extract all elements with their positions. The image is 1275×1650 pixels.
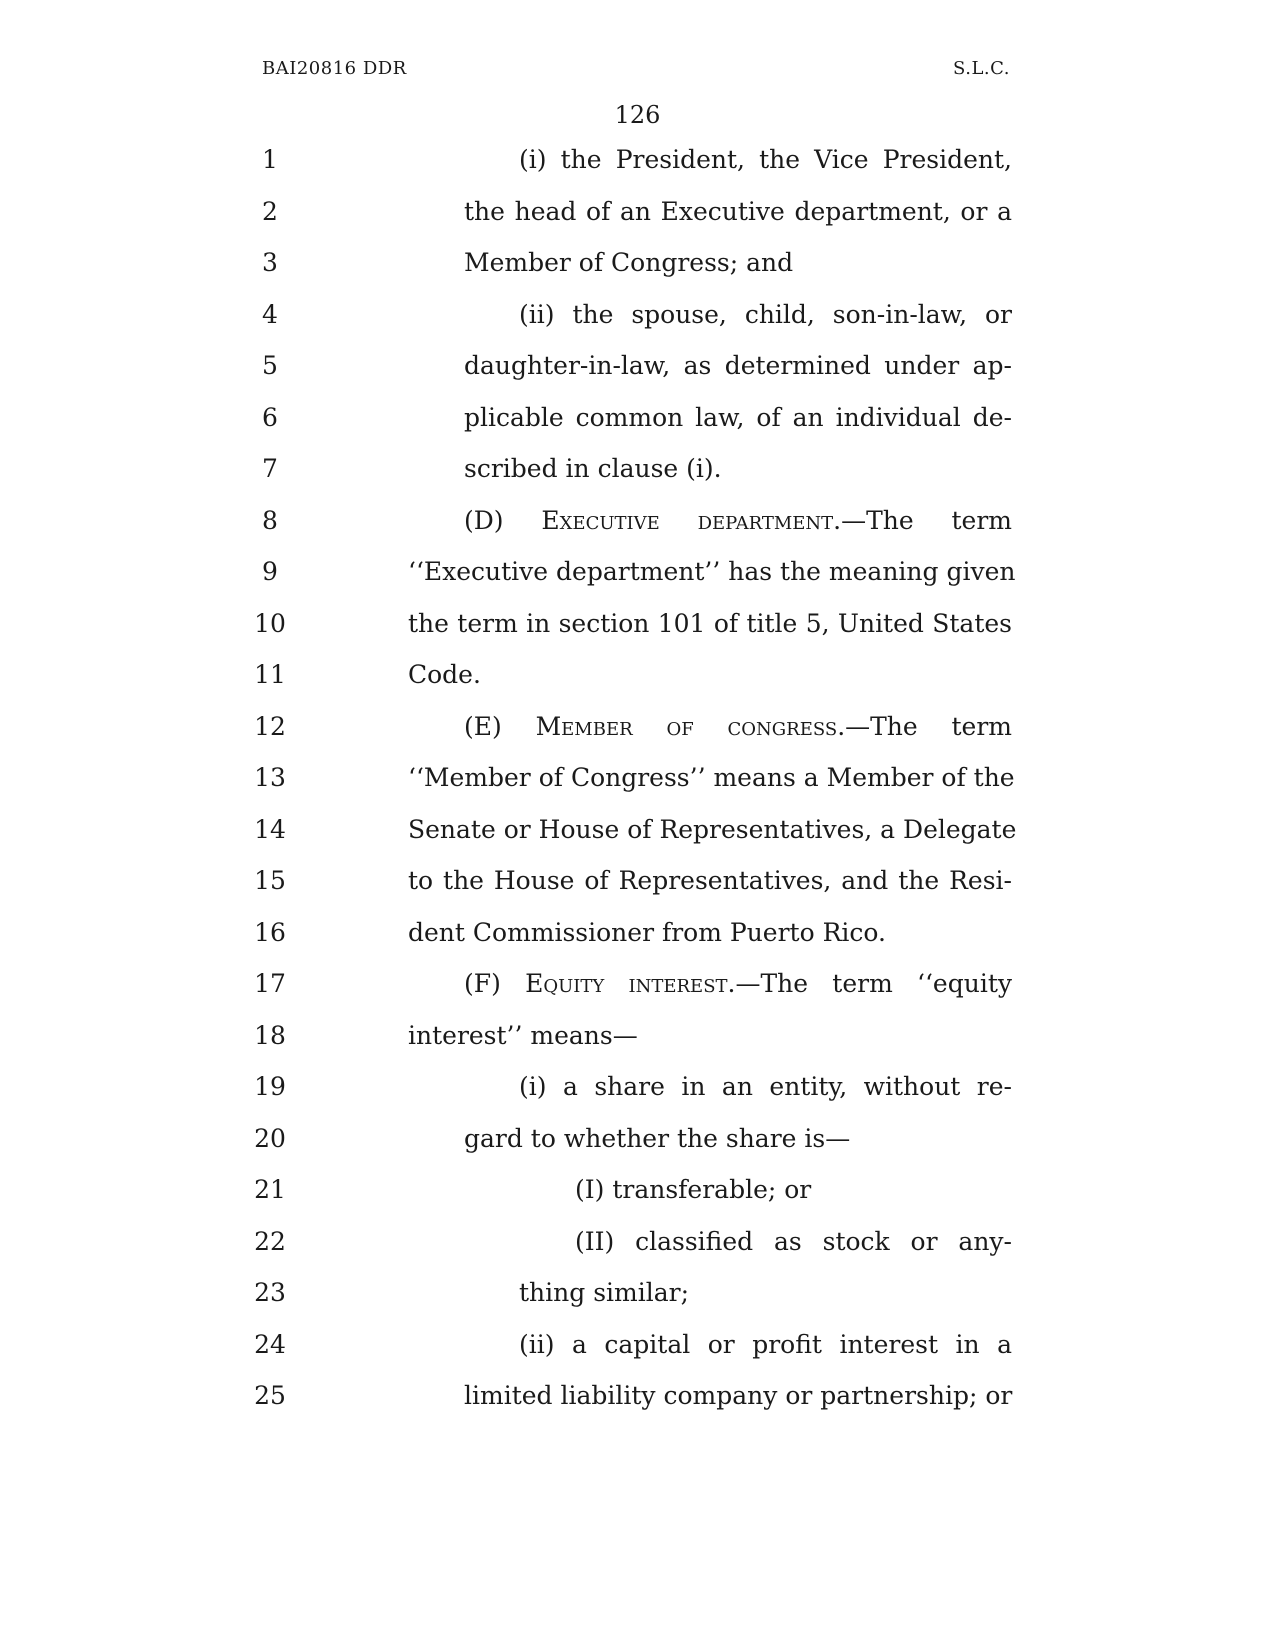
line-number: 21 — [254, 1175, 286, 1204]
page-number: 126 — [614, 101, 661, 129]
line-number: 12 — [254, 711, 286, 741]
text-line — [0, 810, 1275, 850]
line-number: 4 — [262, 299, 278, 329]
text-line — [0, 1222, 1275, 1262]
text-line — [0, 604, 1275, 644]
line-number: 2 — [262, 196, 278, 226]
line-number: 16 — [254, 917, 286, 947]
line-text: scribed in clause (i). — [464, 454, 722, 483]
line-number: 25 — [254, 1381, 286, 1410]
text-line — [0, 552, 1275, 592]
line-number: 15 — [254, 866, 286, 895]
text-line — [0, 1325, 1275, 1365]
line-text: Senate or House of Representatives, a Delegate — [408, 814, 1017, 844]
line-text: ‘‘Member of Congress’’ means a Member of the — [408, 763, 1015, 792]
line-text: thing similar; — [519, 1278, 689, 1307]
line-text: (F) Equity interest.—The term ‘‘equity — [464, 969, 1012, 998]
line-text: daughter-in-law, as determined under ap- — [464, 351, 1012, 380]
text-line — [0, 1119, 1275, 1159]
text-line — [0, 398, 1275, 438]
text-line — [0, 192, 1275, 232]
line-text: (i) a share in an entity, without re- — [519, 1072, 1012, 1101]
line-number: 9 — [262, 557, 278, 586]
line-text: ‘‘Executive department’’ has the meaning given — [408, 557, 1016, 586]
line-text: interest’’ means— — [408, 1020, 638, 1050]
line-number: 17 — [254, 969, 286, 998]
header-doc-id: BAI20816 DDR — [262, 58, 407, 79]
line-number: 18 — [254, 1020, 286, 1050]
line-number: 19 — [254, 1072, 286, 1101]
text-line — [0, 243, 1275, 283]
text-line — [0, 501, 1275, 541]
line-text: plicable common law, of an individual de- — [464, 402, 1012, 432]
section-heading: Equity interest — [525, 969, 728, 998]
text-line — [0, 707, 1275, 747]
text-line — [0, 1170, 1275, 1210]
section-heading: Executive department — [541, 505, 834, 535]
line-text: (E) Member of congress.—The term — [464, 711, 1012, 741]
line-text: the term in section 101 of title 5, United States — [408, 608, 1012, 638]
text-line — [0, 449, 1275, 489]
line-text: gard to whether the share is— — [464, 1123, 851, 1153]
line-number: 11 — [254, 660, 286, 689]
line-text: to the House of Representatives, and the Resi- — [408, 866, 1012, 895]
text-line — [0, 655, 1275, 695]
line-number: 13 — [254, 763, 286, 792]
line-text: the head of an Executive department, or a — [464, 196, 1012, 226]
line-number: 5 — [262, 351, 278, 380]
line-number: 1 — [262, 145, 278, 174]
header-slc: S.L.C. — [953, 58, 1010, 79]
line-text: Member of Congress; and — [464, 248, 794, 277]
line-text: limited liability company or partnership; or — [464, 1381, 1013, 1410]
line-text: Code. — [408, 660, 481, 689]
section-heading: Member of congress — [535, 711, 838, 741]
line-number: 14 — [254, 814, 286, 844]
line-text: dent Commissioner from Puerto Rico. — [408, 917, 886, 947]
text-line — [0, 1376, 1275, 1416]
line-number: 20 — [254, 1123, 286, 1153]
line-number: 23 — [254, 1278, 286, 1307]
line-text: (II) classified as stock or any- — [575, 1226, 1012, 1256]
text-line — [0, 1016, 1275, 1056]
line-number: 3 — [262, 248, 278, 277]
line-text: (i) the President, the Vice President, — [519, 145, 1012, 174]
line-number: 7 — [262, 454, 278, 483]
text-line — [0, 913, 1275, 953]
line-text: (ii) a capital or profit interest in a — [519, 1329, 1012, 1359]
text-line — [0, 295, 1275, 335]
line-number: 24 — [254, 1329, 286, 1359]
line-text: (D) Executive department.—The term — [464, 505, 1012, 535]
line-number: 10 — [254, 608, 286, 638]
text-line — [0, 964, 1275, 1004]
line-number: 6 — [262, 402, 278, 432]
text-line — [0, 1067, 1275, 1107]
text-line — [0, 861, 1275, 901]
line-number: 22 — [254, 1226, 286, 1256]
line-number: 8 — [262, 505, 278, 535]
line-text: (ii) the spouse, child, son-in-law, or — [519, 299, 1012, 329]
text-line — [0, 1273, 1275, 1313]
line-text: (I) transferable; or — [575, 1175, 812, 1204]
text-line — [0, 346, 1275, 386]
text-line — [0, 140, 1275, 180]
text-line — [0, 758, 1275, 798]
